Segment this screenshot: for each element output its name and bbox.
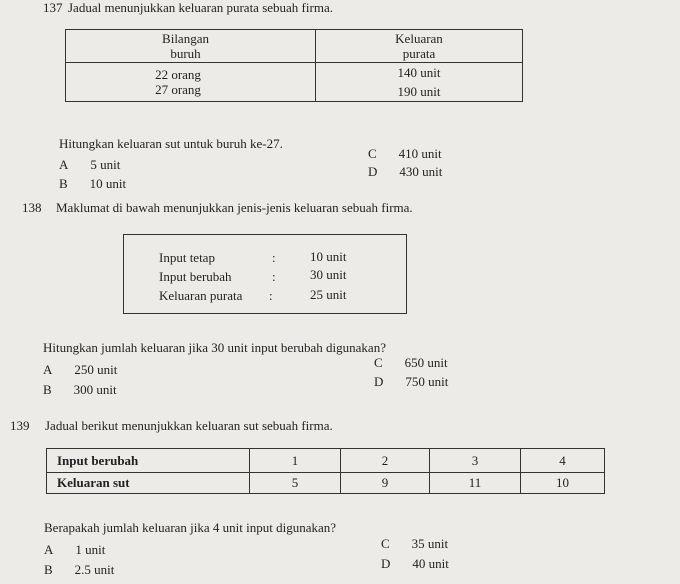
q137-left-value: 27 orang — [155, 82, 201, 97]
option-text: 650 unit — [404, 355, 448, 370]
q138-question: Hitungkan jumlah keluaran jika 30 unit input berubah digunakan? — [43, 340, 386, 355]
info-label: Input tetap — [159, 250, 215, 265]
q139-option-c[interactable] — [381, 536, 448, 552]
q138-number: 138 — [22, 200, 42, 215]
q138-intro: Maklumat di bawah menunjukkan jenis-jenis keluaran sebuah firma. — [56, 200, 413, 215]
q139-row1-cell: 2 — [341, 449, 430, 473]
option-letter: C — [368, 146, 377, 161]
q138-option-d[interactable] — [374, 374, 448, 390]
q137-right-values — [316, 63, 523, 102]
q137-option-a[interactable] — [59, 157, 120, 173]
q137-table — [65, 29, 523, 102]
q139-question: Berapakah jumlah keluaran jika 4 unit input digunakan? — [44, 520, 337, 535]
q139-row1-cell: 1 — [250, 449, 341, 473]
q138-option-a[interactable] — [43, 362, 117, 378]
option-text: 2.5 unit — [74, 562, 115, 577]
q139-row2-label: Keluaran sut — [47, 473, 250, 494]
info-value: 25 unit — [310, 287, 347, 302]
q137-header-right-l1: Keluaran — [395, 31, 443, 46]
option-letter: A — [44, 542, 54, 557]
option-text: 300 unit — [73, 382, 117, 397]
option-letter: D — [368, 164, 378, 179]
q139-option-d[interactable] — [381, 556, 449, 572]
option-text: 250 unit — [74, 362, 118, 377]
info-label: Input berubah — [159, 269, 232, 284]
option-letter: C — [374, 355, 383, 370]
q139-row1-cell: 3 — [430, 449, 521, 473]
q139-row1-label: Input berubah — [47, 449, 250, 473]
option-text: 35 unit — [411, 536, 449, 551]
q137-number: 137 — [43, 0, 63, 15]
q139-row1-cell: 4 — [521, 449, 605, 473]
option-text: 10 unit — [89, 176, 127, 191]
q137-header-right — [316, 30, 523, 63]
option-letter: B — [59, 176, 68, 191]
q137-header-right-l2: purata — [402, 46, 436, 61]
q137-right-value: 140 unit — [397, 65, 441, 80]
q138-option-b[interactable] — [43, 382, 117, 398]
q137-option-d[interactable] — [368, 164, 442, 180]
option-text: 1 unit — [75, 542, 106, 557]
option-text: 40 unit — [412, 556, 449, 571]
q139-option-a[interactable] — [44, 542, 105, 558]
q137-header-left-l2: buruh — [170, 46, 201, 61]
option-letter: D — [381, 556, 391, 571]
q137-option-c[interactable] — [368, 146, 442, 162]
q138-option-c[interactable] — [374, 355, 448, 371]
q139-row2-cell: 10 — [521, 473, 605, 494]
q139-option-b[interactable] — [44, 562, 114, 578]
option-letter: B — [44, 562, 53, 577]
q137-right-value: 190 unit — [397, 84, 441, 99]
q139-number: 139 — [10, 418, 30, 433]
q137-left-value: 22 orang — [155, 67, 201, 82]
info-sep: : — [269, 288, 273, 303]
q139-row2-cell: 11 — [430, 473, 521, 494]
q137-intro: Jadual menunjukkan keluaran purata sebuah firma. — [68, 0, 333, 15]
q139-table — [46, 448, 605, 494]
option-text: 5 unit — [90, 157, 121, 172]
q139-row2-cell: 5 — [250, 473, 341, 494]
option-text: 750 unit — [405, 374, 449, 389]
info-sep: : — [272, 269, 276, 284]
q139-row2-cell: 9 — [341, 473, 430, 494]
option-letter: D — [374, 374, 384, 389]
option-text: 410 unit — [398, 146, 442, 161]
option-letter: B — [43, 382, 52, 397]
q138-info-box — [123, 234, 407, 314]
q137-left-values — [66, 63, 316, 102]
q139-intro: Jadual berikut menunjukkan keluaran sut sebuah firma. — [45, 418, 333, 433]
info-label: Keluaran purata — [159, 288, 243, 303]
q137-header-left — [66, 30, 316, 63]
info-value: 10 unit — [310, 249, 347, 264]
q137-option-b[interactable] — [59, 176, 126, 192]
info-value: 30 unit — [310, 267, 347, 282]
option-letter: C — [381, 536, 390, 551]
q137-question: Hitungkan keluaran sut untuk buruh ke-27. — [59, 136, 283, 151]
info-sep: : — [272, 250, 276, 265]
option-text: 430 unit — [399, 164, 443, 179]
option-letter: A — [43, 362, 53, 377]
option-letter: A — [59, 157, 69, 172]
q137-header-left-l1: Bilangan — [162, 31, 209, 46]
